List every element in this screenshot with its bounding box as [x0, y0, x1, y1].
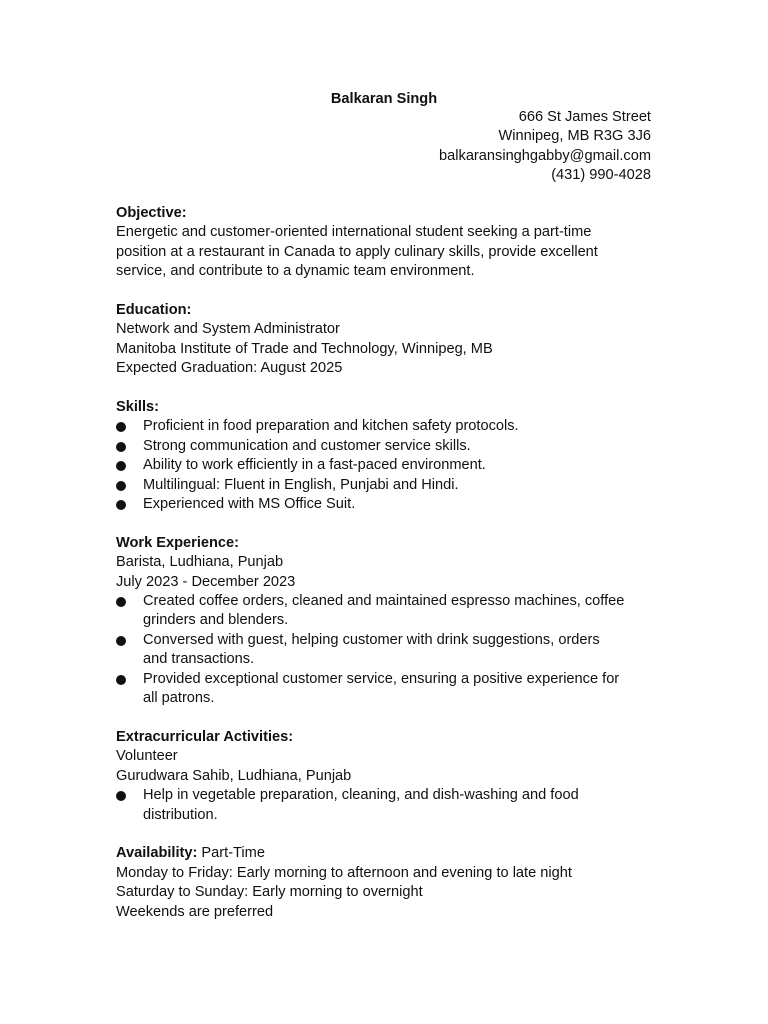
availability-weekends: Saturday to Sunday: Early morning to overnight — [116, 884, 423, 901]
resume-body — [116, 204, 666, 941]
work-duty-text: Conversed with guest, helping customer with drink suggestions, orders — [143, 631, 600, 648]
bullet-icon — [116, 442, 126, 452]
work-duty-text: and transactions. — [143, 651, 255, 668]
address-line-2: Winnipeg, MB R3G 3J6 — [498, 128, 651, 145]
extracurricular-section — [116, 728, 666, 825]
skills-section — [116, 398, 666, 514]
education-program: Network and System Administrator — [116, 321, 340, 338]
education-section — [116, 301, 666, 379]
skill-text: Multilingual: Fluent in English, Punjabi and Hindi. — [143, 476, 459, 493]
skill-text: Strong communication and customer service skills. — [143, 437, 471, 454]
extracurricular-item — [116, 786, 666, 825]
extracurricular-text: Help in vegetable preparation, cleaning, and dish-washing and food — [143, 787, 579, 804]
bullet-icon — [116, 422, 126, 432]
skill-text: Ability to work efficiently in a fast-paced environment. — [143, 457, 486, 474]
skill-item — [116, 456, 666, 475]
availability-section — [116, 844, 666, 922]
work-experience-heading: Work Experience: — [116, 534, 240, 551]
skills-list — [116, 417, 666, 514]
address-line-1: 666 St James Street — [518, 109, 651, 125]
availability-type: Part-Time — [197, 845, 265, 862]
availability-heading: Availability: — [116, 845, 198, 862]
skill-item — [116, 417, 666, 436]
applicant-name: Balkaran Singh — [330, 91, 438, 107]
education-heading: Education: — [116, 302, 192, 319]
bullet-icon — [116, 481, 126, 491]
work-dates: July 2023 - December 2023 — [116, 573, 296, 590]
work-duty-item — [116, 670, 666, 709]
skill-item — [116, 476, 666, 495]
skill-text: Proficient in food preparation and kitchen safety protocols. — [143, 418, 519, 435]
extracurricular-place: Gurudwara Sahib, Ludhiana, Punjab — [116, 767, 352, 784]
work-role: Barista, Ludhiana, Punjab — [116, 554, 284, 571]
objective-text-line: service, and contribute to a dynamic team environment. — [116, 263, 475, 280]
availability-weekdays: Monday to Friday: Early morning to afternoon and evening to late night — [116, 864, 572, 881]
bullet-icon — [116, 500, 126, 510]
education-institution: Manitoba Institute of Trade and Technology, Winnipeg, MB — [116, 340, 493, 357]
extracurricular-heading: Extracurricular Activities: — [116, 728, 294, 745]
education-graduation: Expected Graduation: August 2025 — [116, 360, 343, 377]
bullet-icon — [116, 675, 126, 685]
work-duty-text: Created coffee orders, cleaned and maintained espresso machines, coffee — [143, 593, 625, 610]
email-address: balkaransinghgabby@gmail.com — [439, 147, 651, 164]
work-duty-item — [116, 592, 666, 631]
extracurricular-role: Volunteer — [116, 748, 178, 765]
work-duties-list — [116, 592, 666, 708]
work-duty-text: all patrons. — [143, 690, 215, 707]
work-duty-item — [116, 631, 666, 670]
objective-section — [116, 204, 666, 282]
availability-line — [116, 844, 666, 863]
objective-text-line: position at a restaurant in Canada to apply culinary skills, provide excellent — [116, 243, 598, 260]
skill-text: Experienced with MS Office Suit. — [143, 496, 356, 513]
objective-text-line: Energetic and customer-oriented international student seeking a part-time — [116, 224, 592, 241]
phone-number: (431) 990-4028 — [551, 167, 651, 184]
skill-item — [116, 437, 666, 456]
bullet-icon — [116, 636, 126, 646]
skills-heading: Skills: — [116, 399, 159, 416]
bullet-icon — [116, 597, 126, 607]
bullet-icon — [116, 461, 126, 471]
bullet-icon — [116, 791, 126, 801]
skill-item — [116, 495, 666, 514]
extracurricular-list — [116, 786, 666, 825]
work-experience-section — [116, 534, 666, 709]
work-duty-text: Provided exceptional customer service, ensuring a positive experience for — [143, 670, 620, 687]
objective-heading: Objective: — [116, 205, 187, 221]
work-duty-text: grinders and blenders. — [143, 612, 289, 629]
contact-block — [439, 108, 651, 186]
availability-preference: Weekends are preferred — [116, 903, 274, 920]
extracurricular-text: distribution. — [143, 806, 218, 823]
